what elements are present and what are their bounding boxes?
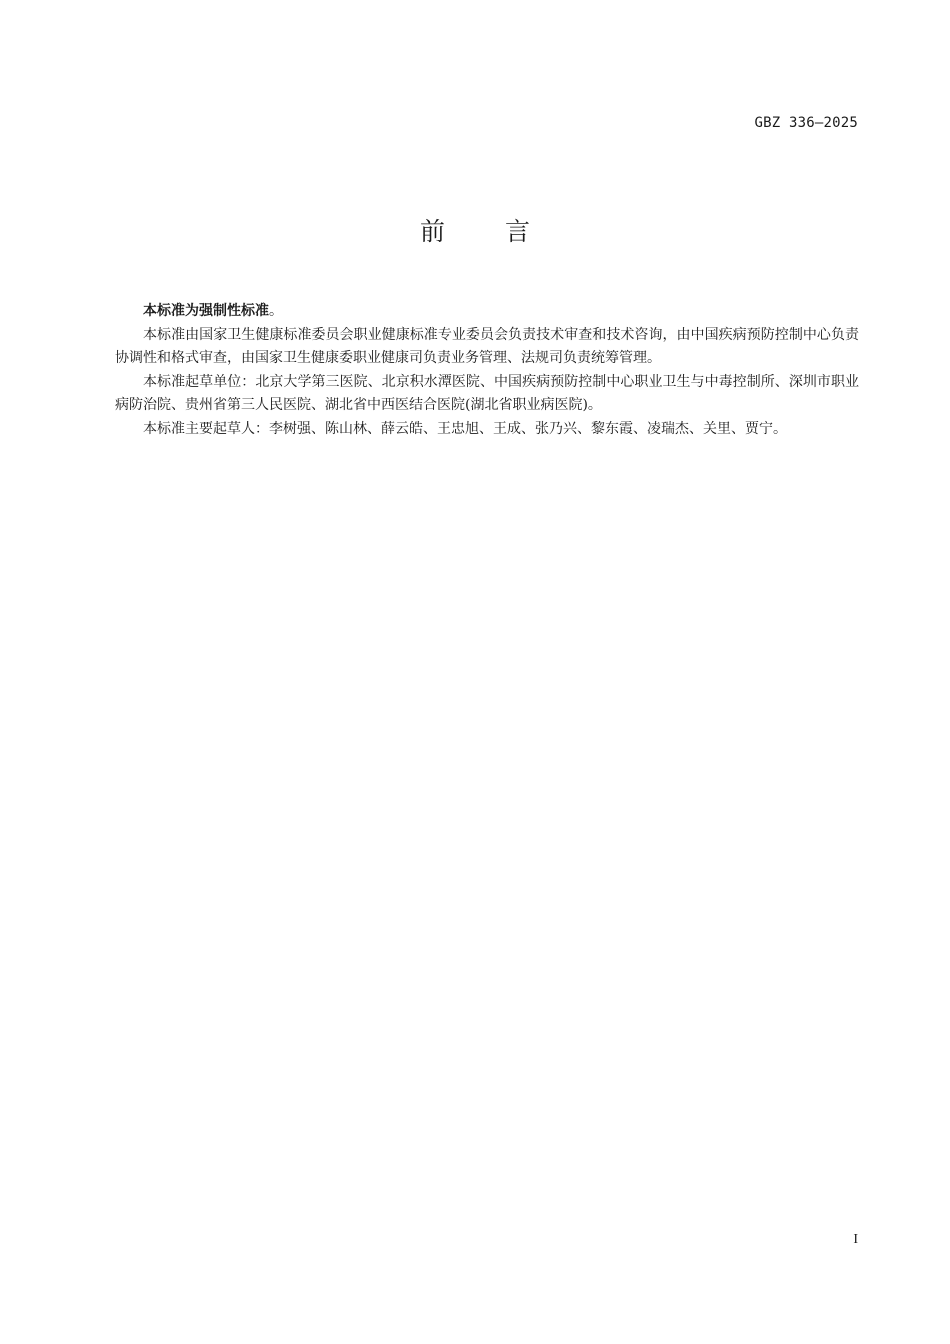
- paragraph-responsibility: 本标准由国家卫生健康标准委员会职业健康标准专业委员会负责技术审查和技术咨询，由中国疾病预防控制中心负责协调性和格式审查，由国家卫生健康委职业健康司负责业务管理、法规司负责统筹管理。: [115, 326, 859, 366]
- foreword-body: [115, 300, 859, 441]
- paragraph-end-mark: 。: [269, 303, 283, 319]
- paragraph-mandatory: [115, 300, 859, 324]
- paragraph-drafting-units: 本标准起草单位：北京大学第三医院、北京积水潭医院、中国疾病预防控制中心职业卫生与中毒控制所、深圳市职业病防治院、贵州省第三人民医院、湖北省中西医结合医院(湖北省职业病医院)。: [115, 373, 859, 413]
- mandatory-statement: 本标准为强制性标准: [143, 303, 269, 319]
- page-title: 前言: [419, 217, 590, 246]
- paragraph-drafters: 本标准主要起草人：李树强、陈山林、薛云皓、王忠旭、王成、张乃兴、黎东霞、凌瑞杰、关里、贾宁。: [143, 420, 787, 437]
- page-number: I: [853, 1232, 858, 1247]
- standard-number: GBZ 336—2025: [754, 115, 858, 131]
